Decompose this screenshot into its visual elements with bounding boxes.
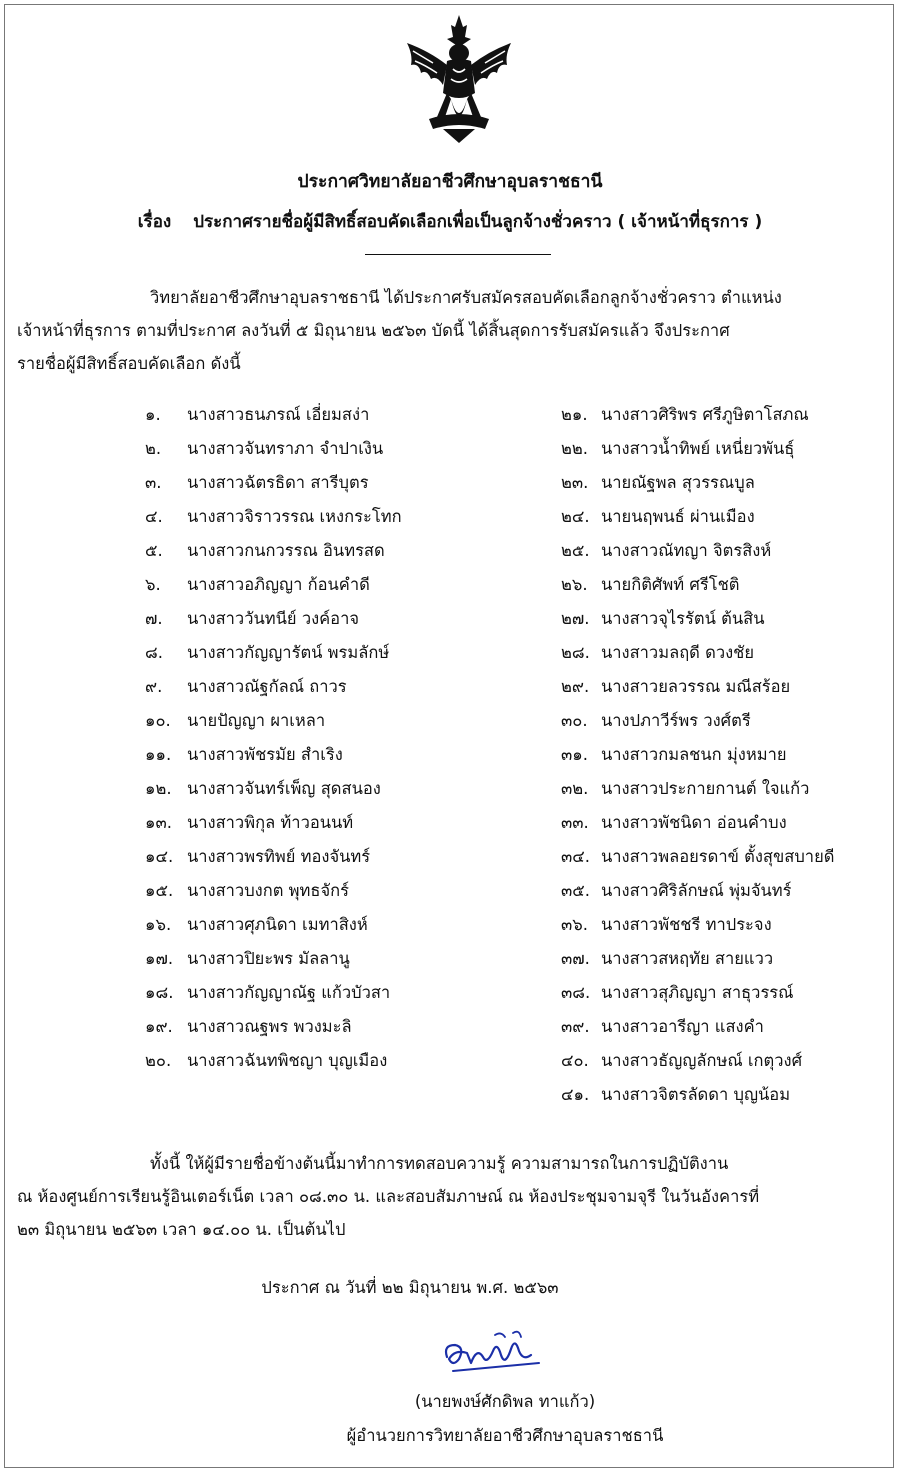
subject-text: ประกาศรายชื่อผู้มีสิทธิ์สอบคัดเลือกเพื่อเป็นลูกจ้างชั่วคราว ( เจ้าหน้าที่ธุรการ ) [193, 212, 763, 232]
subject-label: เรื่อง [137, 212, 172, 232]
signer-name: (นายพงษ์ศักดิพล ทาแก้ว) [414, 1392, 596, 1411]
list-item: ๑๕. นางสาวบงกต พุทธจักร์ [145, 881, 350, 900]
handwritten-signature-icon [435, 1327, 545, 1377]
list-item: ๒๗. นางสาวจุไรรัตน์ ต้นสิน [561, 609, 765, 628]
intro-paragraph [17, 281, 883, 380]
closing-line: ทั้งนี้ ให้ผู้มีรายชื่อข้างต้นนี้มาทำการทดสอบความรู้ ความสามารถในการปฏิบัติงาน [150, 1154, 729, 1173]
list-item: ๓๘. นางสาวสุภิญญา สาธุวรรณ์ [561, 983, 794, 1002]
list-item: ๑๐. นายปัญญา ผาเหลา [145, 711, 326, 730]
list-item: ๑๔. นางสาวพรทิพย์ ทองจันทร์ [145, 847, 371, 866]
list-item: ๕. นางสาวกนกวรรณ อินทรสด [145, 541, 385, 560]
announcement-date: ประกาศ ณ วันที่ ๒๒ มิถุนายน พ.ศ. ๒๕๖๓ [261, 1278, 559, 1297]
list-item: ๓๑. นางสาวกมลชนก มุ่งหมาย [561, 745, 787, 764]
list-item: ๑๓. นางสาวพิกุล ท้าวอนนท์ [145, 813, 354, 832]
list-item: ๔๑. นางสาวจิตรลัดดา บุญน้อม [561, 1085, 791, 1104]
list-item: ๒๒. นางสาวน้ำทิพย์ เหนี่ยวพันธุ์ [561, 439, 795, 458]
list-item: ๑๙. นางสาวณฐพร พวงมะลิ [145, 1017, 352, 1036]
list-item: ๗. นางสาววันทนีย์ วงค์อาจ [145, 609, 360, 628]
intro-line: รายชื่อผู้มีสิทธิ์สอบคัดเลือก ดังนี้ [17, 354, 241, 373]
list-item: ๙. นางสาวณัฐกัลณ์ ถาวร [145, 677, 347, 696]
list-item: ๒๔. นายนฤพนธ์ ผ่านเมือง [561, 507, 755, 526]
announcement-title: ประกาศวิทยาลัยอาชีวศึกษาอุบลราชธานี [297, 172, 603, 192]
announcement-subject [5, 208, 895, 235]
list-item: ๒๕. นางสาวณัทญา จิตรสิงห์ [561, 541, 772, 560]
list-item: ๘. นางสาวกัญญารัตน์ พรมลักษ์ [145, 643, 390, 662]
list-item: ๒. นางสาวจันทราภา จำปาเงิน [145, 439, 384, 458]
closing-line: ๒๓ มิถุนายน ๒๕๖๓ เวลา ๑๔.๐๐ น. เป็นต้นไป [17, 1220, 346, 1239]
candidate-list-right [561, 398, 834, 1112]
candidate-list-left [145, 398, 402, 1078]
list-item: ๓๔. นางสาวพลอยรดาข์ ตั้งสุขสบายดี [561, 847, 835, 866]
list-item: ๒๙. นางสาวยลวรรณ มณีสร้อย [561, 677, 791, 696]
list-item: ๑๒. นางสาวจันทร์เพ็ญ สุดสนอง [145, 779, 381, 798]
list-item: ๓๕. นางสาวศิริลักษณ์ พุ่มจันทร์ [561, 881, 792, 900]
list-item: ๓๖. นางสาวพัชชรี ทาประจง [561, 915, 772, 934]
list-item: ๑. นางสาวธนภรณ์ เอี่ยมสง่า [145, 405, 370, 424]
list-item: ๓๙. นางสาวอารีญา แสงคำ [561, 1017, 764, 1036]
list-item: ๒๓. นายณัฐพล สุวรรณบูล [561, 473, 755, 492]
list-item: ๒๐. นางสาวฉันทพิชญา บุญเมือง [145, 1051, 388, 1070]
signer-position: ผู้อำนวยการวิทยาลัยอาชีวศึกษาอุบลราชธานี [346, 1426, 664, 1445]
list-item: ๒๘. นางสาวมลฤดี ดวงชัย [561, 643, 755, 662]
title-divider [365, 254, 551, 255]
list-item: ๑๗. นางสาวปิยะพร มัลลานู [145, 949, 350, 968]
list-item: ๒๖. นายกิติศัพท์ ศรีโชติ [561, 575, 740, 594]
list-item: ๑๑. นางสาวพัชรมัย สำเริง [145, 745, 343, 764]
list-item: ๔๐. นางสาวธัญญลักษณ์ เกตุวงศ์ [561, 1051, 803, 1070]
list-item: ๔. นางสาวจิราวรรณ เหงกระโทก [145, 507, 402, 526]
list-item: ๓๐. นางปภาวีร์พร วงศ์ตรี [561, 711, 751, 730]
intro-line: วิทยาลัยอาชีวศึกษาอุบลราชธานี ได้ประกาศรับสมัครสอบคัดเลือกลูกจ้างชั่วคราว ตำแหน่ง [150, 288, 782, 307]
list-item: ๓. นางสาวฉัตรธิดา สารีบุตร [145, 473, 369, 492]
garuda-emblem-icon [403, 13, 515, 147]
list-item: ๒๑. นางสาวศิริพร ศรีภูษิตาโสภณ [561, 405, 809, 424]
list-item: ๓๒. นางสาวประกายกานต์ ใจแก้ว [561, 779, 810, 798]
document-page [4, 4, 894, 1468]
closing-paragraph [17, 1147, 883, 1246]
list-item: ๓๓. นางสาวพัชนิดา อ่อนคำบง [561, 813, 787, 832]
closing-line: ณ ห้องศูนย์การเรียนรู้อินเตอร์เน็ต เวลา ๐๘.๓๐ น. และสอบสัมภาษณ์ ณ ห้องประชุมจามจุรี ในวันอังคารที่ [17, 1187, 760, 1206]
intro-line: เจ้าหน้าที่ธุรการ ตามที่ประกาศ ลงวันที่ ๕ มิถุนายน ๒๕๖๓ บัดนี้ ได้สิ้นสุดการรับสมัครแล้ว จึงประกาศ [17, 321, 730, 340]
list-item: ๑๖. นางสาวศุภนิดา เมทาสิงห์ [145, 915, 368, 934]
list-item: ๑๘. นางสาวกัญญาณัฐ แก้วบัวสา [145, 983, 391, 1002]
list-item: ๓๗. นางสาวสหฤทัย สายแวว [561, 949, 774, 968]
list-item: ๖. นางสาวอภิญญา ก้อนคำดี [145, 575, 370, 594]
